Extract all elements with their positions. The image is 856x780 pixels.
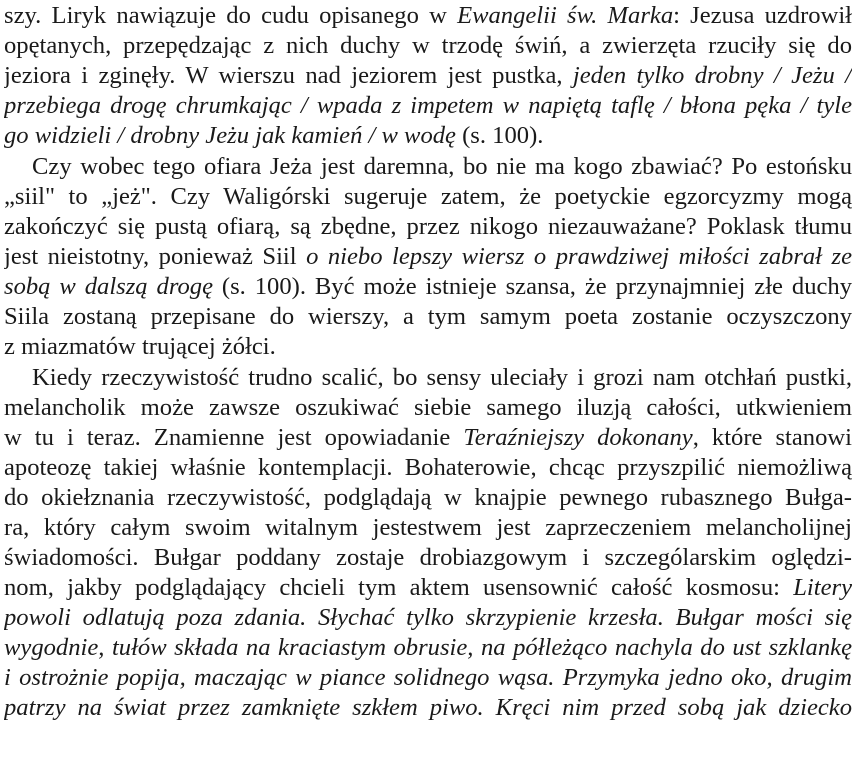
paragraph-2-line-1: Czy wobec tego ofiara Jeża jest daremna, bo nie ma kogo zbawiać? Po estońsku bbox=[32, 153, 852, 180]
text-run: (s. 100). Być może istnieje szansa, że przynajmniej złe duchy bbox=[212, 273, 852, 300]
paragraph-1-line-3 bbox=[4, 61, 852, 91]
italic-quote: Litery bbox=[793, 574, 852, 601]
paragraph-2-line-7: z miazmatów trującej żółci. bbox=[4, 333, 276, 360]
paragraph-3-line-1: Kiedy rzeczywistość trudno scalić, bo sensy uleciały i grozi nam otchłań pustki, bbox=[32, 364, 852, 391]
paragraph-3-line-12: patrzy na świat przez zamknięte szkłem piwo. Kręci nim przed sobą jak dziecko bbox=[4, 694, 852, 721]
text-run: , które stanowi bbox=[692, 424, 852, 451]
paragraph-2-line-5 bbox=[4, 272, 852, 302]
paragraph-2-line-6: Siila zostaną przepisane do wierszy, a tym samym poeta zostanie oczyszczony bbox=[4, 303, 852, 330]
italic-title: Ewangelii św. Marka bbox=[457, 2, 674, 29]
italic-quote: jeden tylko drobny / Jeżu / bbox=[572, 62, 852, 89]
paragraph-1-line-4: przebiega drogę chrumkając / wpada z impetem w napiętą taflę / błona pęka / tyle bbox=[4, 92, 852, 119]
paragraph-2-line-3: zakończyć się pustą ofiarą, są zbędne, przez nikogo niezauważane? Poklask tłumu bbox=[4, 213, 852, 240]
italic-quote: o niebo lepszy wiersz o prawdziwej miłości zabrał ze bbox=[306, 243, 852, 270]
paragraph-3-line-2: melancholik może zawsze oszukiwać siebie samego iluzją całości, utkwieniem bbox=[4, 394, 852, 421]
paragraph-3-line-9: powoli odlatują poza zdania. Słychać tylko skrzypienie krzesła. Bułgar mości się bbox=[4, 604, 852, 631]
paragraph-3-line-8 bbox=[4, 573, 852, 603]
paragraph-3-line-7: świadomości. Bułgar poddany zostaje drobiazgowym i szczególarskim oględzi- bbox=[4, 544, 852, 571]
text-run: nom, jakby podglądający chcieli tym aktem usensownić całość kosmosu: bbox=[4, 574, 794, 601]
paragraph-3-line-10: wygodnie, tułów składa na kraciastym obrusie, na półleżąco nachyla do ust szklankę bbox=[4, 634, 852, 661]
italic-title: Teraźniejszy dokonany bbox=[463, 424, 693, 451]
paragraph-2-line-4 bbox=[4, 242, 852, 272]
text-run: w tu i teraz. Znamienne jest opowiadanie bbox=[4, 424, 464, 451]
text-run: jest nieistotny, ponieważ Siil bbox=[4, 243, 307, 270]
paragraph-1-line-5 bbox=[4, 121, 543, 151]
text-run: jeziora i zginęły. W wierszu nad jeziorem jest pustka, bbox=[4, 62, 573, 89]
paragraph-3-line-4: apoteozę takiej właśnie kontemplacji. Bohaterowie, chcąc przyszpilić niemożliwą bbox=[4, 454, 852, 481]
text-run: (s. 100). bbox=[455, 122, 544, 149]
paragraph-3-line-5: do okiełznania rzeczywistość, podglądają w knajpie pewnego rubasznego Bułga- bbox=[4, 484, 852, 511]
text-run: : Jezusa uzdrowił bbox=[673, 2, 852, 29]
italic-quote: sobą w dalszą drogę bbox=[4, 273, 213, 300]
paragraph-3-line-3 bbox=[4, 423, 852, 453]
paragraph-2-line-2: „siil" to „jeż". Czy Waligórski sugeruje zatem, że poetyckie egzorcyzmy mogą bbox=[4, 183, 852, 210]
paragraph-3-line-6: ra, który całym swoim witalnym jestestwem jest zaprzeczeniem melancholijnej bbox=[4, 514, 852, 541]
italic-quote: go widzieli / drobny Jeżu jak kamień / w wodę bbox=[4, 122, 456, 149]
paragraph-1-line-1 bbox=[4, 1, 852, 31]
text-run: szy. Liryk nawiązuje do cudu opisanego w bbox=[4, 2, 458, 29]
paragraph-1-line-2: opętanych, przepędzając z nich duchy w trzodę świń, a zwierzęta rzuciły się do bbox=[4, 32, 852, 59]
book-page bbox=[4, 0, 852, 780]
paragraph-3-line-11: i ostrożnie popija, maczając w piance solidnego wąsa. Przymyka jedno oko, drugim bbox=[4, 664, 852, 691]
